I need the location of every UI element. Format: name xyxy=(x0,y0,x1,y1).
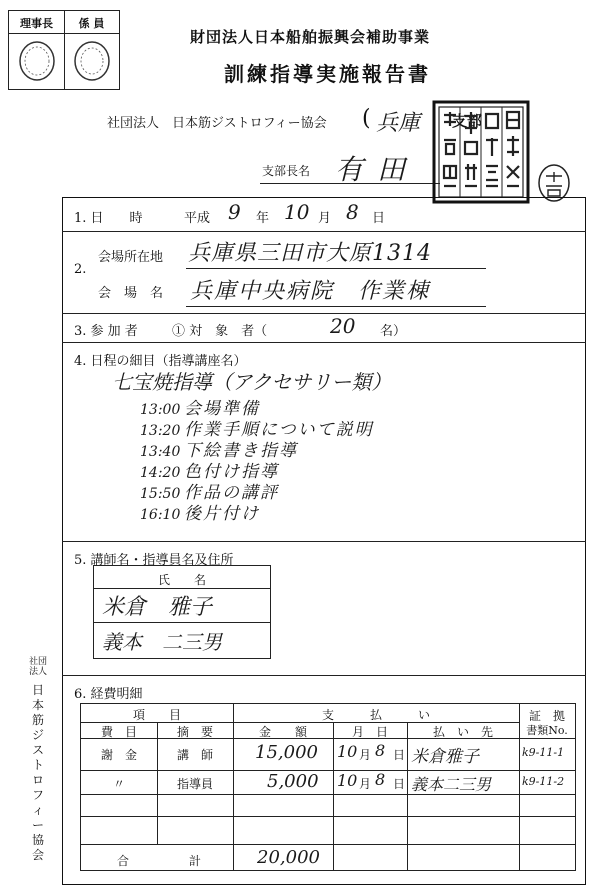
schedule-desc: 作品の講評 xyxy=(184,483,279,503)
row-2-date-month: 10 xyxy=(337,771,358,790)
participants-label: 3. 参 加 者 xyxy=(74,324,138,339)
instructor-name-2: 義本 二三男 xyxy=(102,630,222,654)
total-label-2: 計 xyxy=(189,854,202,868)
row-1-date-day: 8 xyxy=(375,741,386,760)
venue-name-label: 会 場 名 xyxy=(98,286,164,301)
director-label: 理事長 xyxy=(20,17,53,30)
schedule-time: 14:20 xyxy=(140,465,181,481)
schedule-desc: 下絵書き指導 xyxy=(184,441,298,461)
side-note-prefix: 社団法人 xyxy=(28,657,47,677)
date-label: 1. 日 時 xyxy=(74,211,143,226)
instructor-name-header: 氏 名 xyxy=(157,573,206,587)
row-1-date-month-unit: 月 xyxy=(359,748,372,762)
schedule-time: 13:20 xyxy=(140,423,181,439)
row-1-date-day-unit: 日 xyxy=(393,748,406,762)
header-subtitle: 財団法人日本船舶振興会補助事業 xyxy=(190,28,431,46)
row-1-amount: 15,000 xyxy=(255,742,318,763)
schedule-desc: 会場準備 xyxy=(184,399,260,419)
venue-name-value: 兵庫中央病院 作業棟 xyxy=(190,279,431,304)
date-era: 平成 xyxy=(184,211,211,226)
staff-seal-icon xyxy=(72,39,112,83)
total-amount: 20,000 xyxy=(257,847,320,868)
schedule-desc: 後片付け xyxy=(184,504,260,524)
chief-label: 支部長名 xyxy=(262,164,311,178)
date-year-unit: 年 xyxy=(256,211,270,226)
chief-name: 有田 xyxy=(335,153,420,186)
row-1-voucher: k9-11-1 xyxy=(522,746,565,759)
schedule-course: 七宝焼指導（アクセサリー類） xyxy=(112,370,392,394)
instructors-table xyxy=(93,565,271,659)
approval-box xyxy=(8,10,120,90)
header-payee: 払 い 先 xyxy=(432,725,493,739)
header-date: 月 日 xyxy=(351,725,388,739)
schedule-time: 16:10 xyxy=(140,507,181,523)
schedule-list xyxy=(140,394,440,524)
row-2-summary: 指導員 xyxy=(176,777,213,791)
row-2-date-day: 8 xyxy=(375,770,386,789)
organization-name: 社団法人 日本筋ジストロフィー協会 xyxy=(107,116,327,131)
side-note-text: 日本筋ジストロフィー協会 xyxy=(31,683,44,862)
header-summary: 摘 要 xyxy=(176,725,213,739)
participant-count: 20 xyxy=(330,314,356,338)
schedule-desc: 色付け指導 xyxy=(184,462,279,482)
date-day-unit: 日 xyxy=(372,211,386,226)
header-item: 項 目 xyxy=(132,708,181,722)
target-label: ① 対 象 者（ xyxy=(172,324,268,339)
header-expense: 費 目 xyxy=(100,725,137,739)
page-title: 訓練指導実施報告書 xyxy=(224,62,431,86)
seal-icon xyxy=(432,100,530,204)
participant-unit: 名） xyxy=(380,324,407,339)
date-year: 9 xyxy=(228,200,241,224)
row-1-payee: 米倉雅子 xyxy=(411,747,479,767)
date-month-unit: 月 xyxy=(318,211,332,226)
date-day: 8 xyxy=(346,200,359,224)
instructor-name-1: 米倉 雅子 xyxy=(102,595,213,620)
schedule-time: 15:50 xyxy=(140,486,181,502)
header-amount: 金 額 xyxy=(258,725,307,739)
official-seal xyxy=(432,100,530,204)
schedule-item xyxy=(140,415,440,440)
director-seal-icon xyxy=(17,39,57,83)
schedule-time: 13:00 xyxy=(140,402,181,418)
venue-number: 2. xyxy=(74,262,87,277)
row-1-expense: 謝 金 xyxy=(100,748,137,762)
schedule-item xyxy=(140,499,440,524)
date-month: 10 xyxy=(284,200,310,224)
branch-suffix: 支部 xyxy=(452,112,483,130)
row-2-date-month-unit: 月 xyxy=(359,777,372,791)
header-voucher-2: 書類No. xyxy=(526,724,568,737)
branch-handwritten: 兵庫 xyxy=(376,111,421,136)
header-payment: 支 払 い xyxy=(321,708,430,722)
schedule-desc: 作業手順について説明 xyxy=(184,420,374,440)
row-1-summary: 講 師 xyxy=(176,748,213,762)
schedule-item xyxy=(140,394,440,419)
schedule-item xyxy=(140,436,440,461)
branch-paren: ( xyxy=(362,106,371,131)
schedule-item xyxy=(140,478,440,503)
total-label-1: 合 xyxy=(117,854,130,868)
row-2-date-day-unit: 日 xyxy=(393,777,406,791)
row-1-date-month: 10 xyxy=(337,742,358,761)
row-2-expense: 〃 xyxy=(112,777,125,791)
venue-address-label: 会場所在地 xyxy=(98,250,164,265)
venue-address-value: 兵庫県三田市大原1314 xyxy=(188,241,432,266)
instructors-label: 5. 講師名・指導員名及住所 xyxy=(74,553,234,568)
schedule-time: 13:40 xyxy=(140,444,181,460)
schedule-label: 4. 日程の細目（指導講座名） xyxy=(74,354,247,369)
row-2-payee: 義本二三男 xyxy=(411,775,492,794)
row-2-amount: 5,000 xyxy=(267,771,319,792)
expenses-label: 6. 経費明細 xyxy=(74,687,143,702)
expenses-table xyxy=(80,703,576,871)
staff-label: 係 員 xyxy=(78,17,105,30)
row-2-voucher: k9-11-2 xyxy=(522,775,565,788)
schedule-item xyxy=(140,457,440,482)
header-voucher-1: 証 拠 xyxy=(528,709,565,723)
